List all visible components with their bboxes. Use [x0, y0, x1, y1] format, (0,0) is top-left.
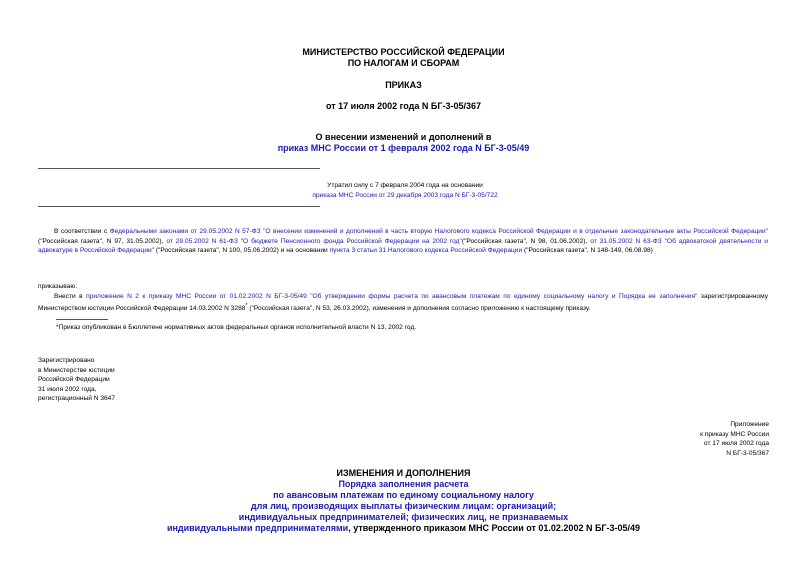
changes-line: Порядка заполнения расчета	[338, 479, 469, 489]
preamble-text: ("Российская газета", N 148-149, 06.08.98)	[522, 247, 653, 254]
changes-heading	[0, 468, 807, 534]
changes-last-line	[0, 523, 807, 534]
subject-link[interactable]: приказ МНС России от 1 февраля 2002 года N БГ-3-05/49	[277, 143, 530, 153]
footnote	[56, 323, 416, 333]
status-note-link[interactable]: приказа МНС России от 29 декабря 2003 года N БГ-3-05/722	[312, 191, 498, 199]
preamble-paragraph	[38, 227, 768, 256]
footnote-marker: *	[245, 302, 248, 309]
doc-type: ПРИКАЗ	[385, 80, 422, 90]
registration-line: 31 июля 2002 года,	[38, 385, 97, 393]
appendix-line: Приложение	[730, 421, 769, 428]
registration-line: Российской Федерации	[38, 376, 110, 383]
changes-line-tail: , утвержденного приказом МНС России от 01.02.2002 N БГ-3-05/49	[348, 523, 641, 533]
changes-title: ИЗМЕНЕНИЯ И ДОПОЛНЕНИЯ	[336, 468, 471, 478]
ministry-line-2: ПО НАЛОГАМ И СБОРАМ	[347, 58, 460, 68]
preamble-text: В соответствии с	[54, 228, 110, 235]
preamble-text: ("Российская газета", N 97, 31.05.2002),	[38, 237, 167, 245]
federal-laws-link[interactable]: Федеральными законами от 29.05.2002 N 57-ФЗ "О внесении изменений и дополнений в часть вторую Налогового кодекса Российской Федерации и в отдельные законодательные акты Российской Федерации"	[109, 228, 768, 235]
appendix-line: N БГ-3-05/367	[726, 449, 769, 457]
order-text: Внести в	[54, 293, 87, 300]
registration-line: регистрационный N 3647	[38, 395, 116, 402]
order-word: приказываю:	[38, 283, 78, 290]
footnote-text: Приказ опубликован в Бюллетене нормативных актов федеральных органов исполнительной власти N 13, 2002 год.	[58, 324, 417, 331]
subject-line-1: О внесении изменений и дополнений в	[315, 132, 492, 142]
registration-line: Зарегистрировано	[38, 357, 95, 364]
footnote-star: *	[56, 324, 59, 331]
divider-top	[38, 168, 320, 169]
registration-block	[38, 356, 115, 404]
changes-line: для лиц, производящих выплаты физическим лицам: организаций;	[250, 501, 557, 511]
order-paragraph	[38, 292, 768, 313]
appendix-link[interactable]: приложение N 2 к приказу МНС России от 01.02.2002 N БГ-3-05/49 "Об утверждении формы расчета по авансовым платежам по единому социальному налогу и Порядка ее заполнения"	[86, 293, 698, 300]
order-text: зарегистрированному Министерством юстиции Российской Федерации 14.03.2002 N 3288	[38, 293, 768, 312]
order-text: ("Российская газета", N 53, 26.03.2002), изменения и дополнения согласно приложению к настоящему приказу.	[247, 304, 591, 312]
ministry-heading	[0, 47, 807, 69]
registration-line: в Министерстве юстиции	[38, 366, 115, 374]
changes-line: индивидуальных предпринимателей; физических лиц, не признаваемых	[238, 512, 569, 522]
preamble-text: ("Российская газета", N 98, 01.06.2002),	[461, 237, 591, 245]
entrepreneurs-link[interactable]: индивидуальными предпринимателями	[166, 523, 349, 533]
advocacy-law-link[interactable]: от 31.05.2002 N 63-ФЗ "Об адвокатской деятельности и адвокатуре в Российской Федерации"	[38, 237, 768, 254]
doc-date-number: от 17 июля 2002 года N БГ-3-05/367	[325, 101, 481, 111]
tax-code-link[interactable]: пункта 3 статьи 31 Налогового кодекса Российской Федерации	[329, 247, 523, 254]
appendix-line: к приказу МНС России	[700, 430, 769, 438]
subject-heading	[0, 132, 807, 154]
appendix-reference	[700, 420, 769, 458]
ministry-line-1: МИНИСТЕРСТВО РОССИЙСКОЙ ФЕДЕРАЦИИ	[302, 47, 505, 57]
changes-line: по авансовым платежам по единому социальному налогу	[273, 490, 534, 500]
footnote-divider	[56, 319, 108, 320]
status-note-text: Утратил силу с 7 февраля 2004 года на основании	[327, 182, 483, 189]
divider-bottom	[38, 206, 320, 207]
appendix-line: от 17 июля 2002 года	[703, 440, 769, 447]
preamble-text: ("Российская газета", N 100, 05.06.2002) и на основании	[154, 247, 330, 254]
status-note	[190, 181, 620, 200]
pension-fund-law-link[interactable]: от 29.05.2002 N 61-ФЗ "О бюджете Пенсионного фонда Российской Федерации на 2002 год"	[166, 237, 462, 245]
